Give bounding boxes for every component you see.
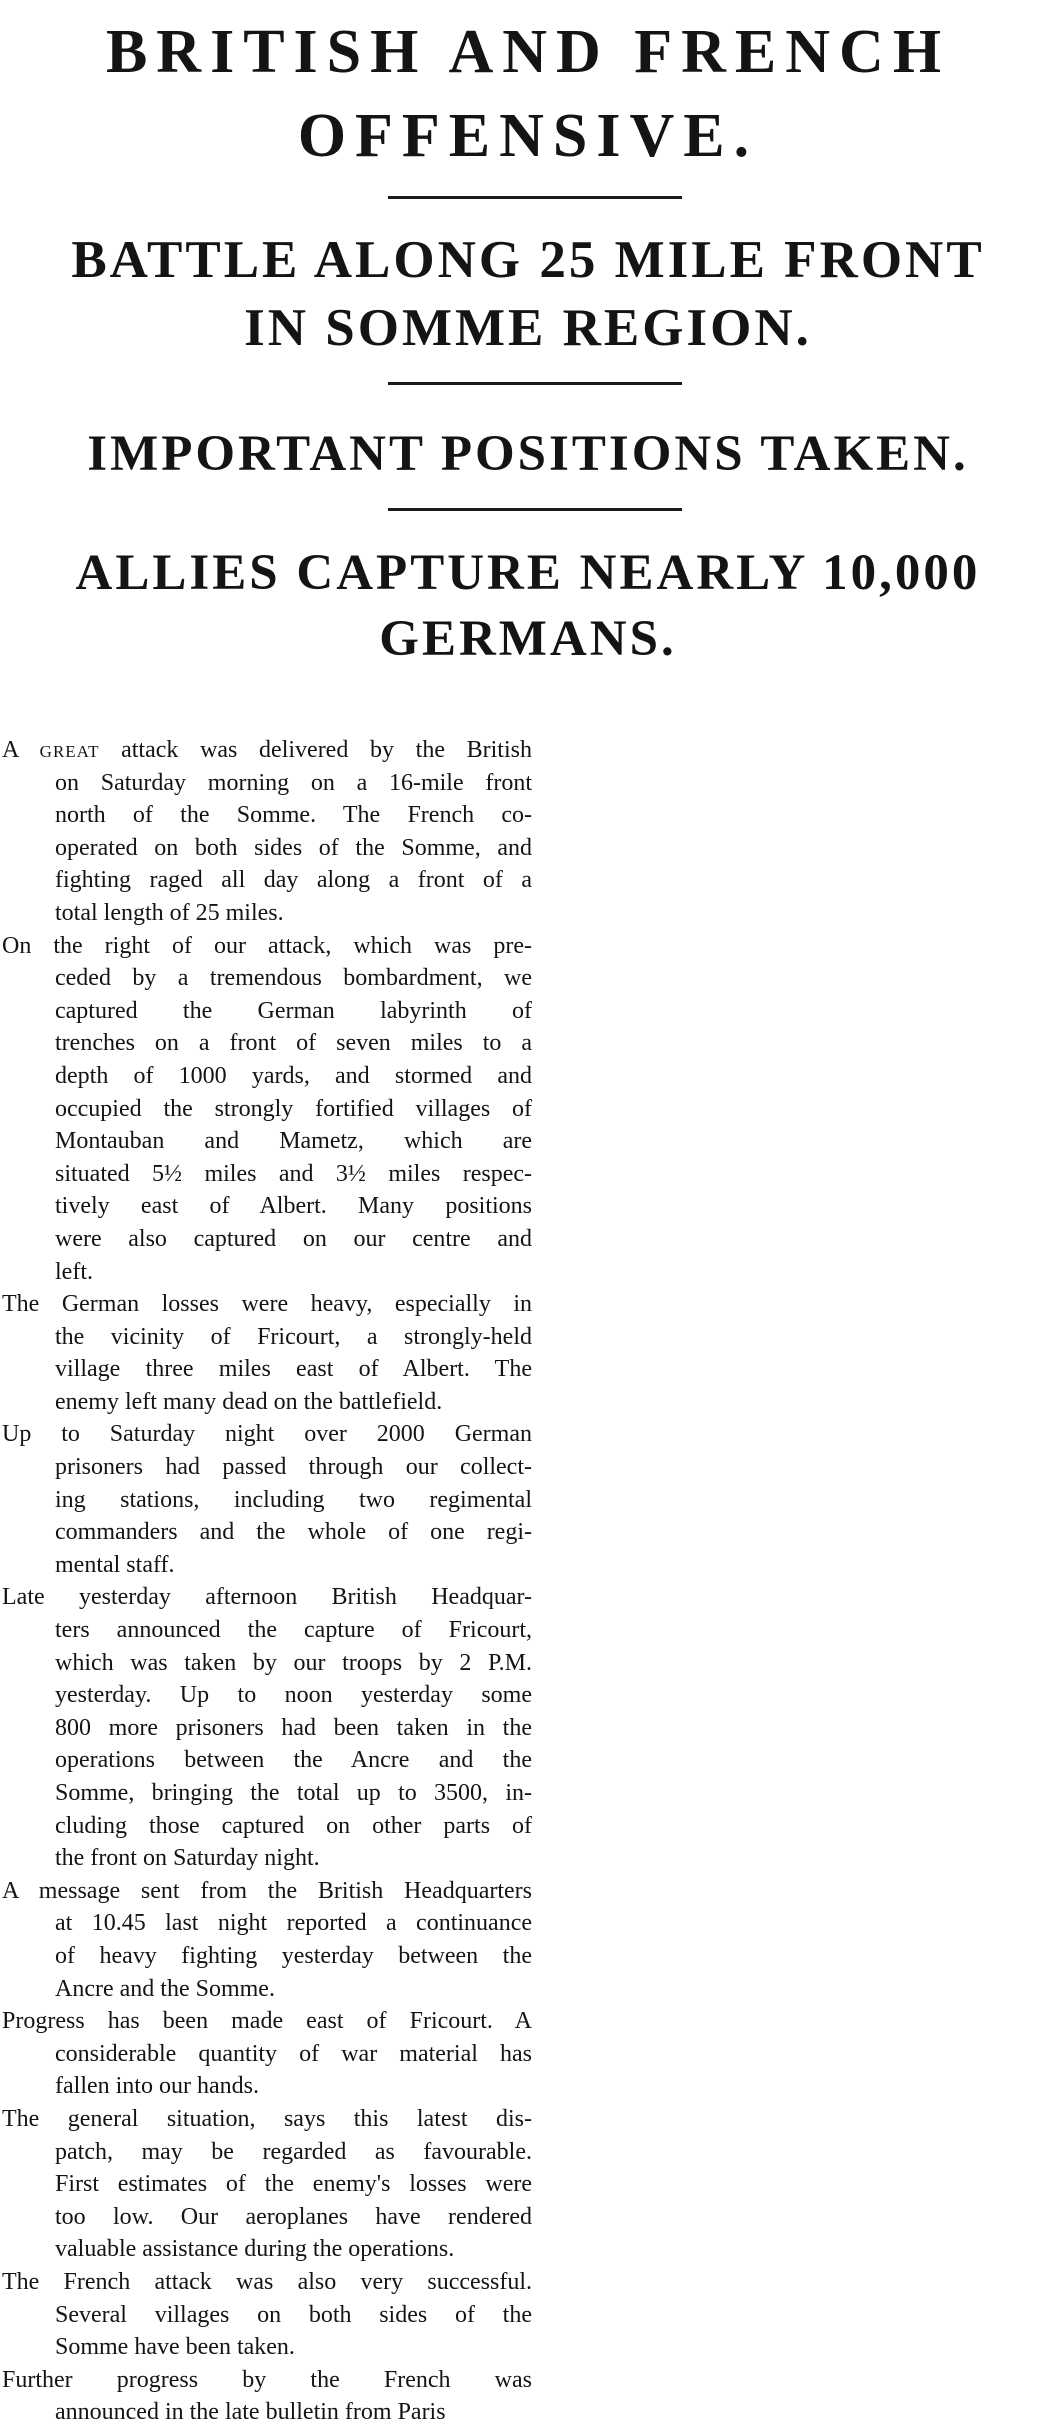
subheadline-battle-line-2: IN SOMME REGION. — [244, 299, 812, 357]
article-line: commanders and the whole of one regi- — [55, 1519, 532, 1546]
article-line: fallen into our hands. — [55, 2073, 259, 2100]
article-line: Progress has been made east of Fricourt. A — [2, 2008, 532, 2035]
article-paragraph — [0, 930, 540, 1289]
article-line: announced in the late bulletin from Paris — [55, 2399, 446, 2426]
article-line: enemy left many dead on the battlefield. — [55, 1388, 443, 1415]
article-paragraph — [0, 1418, 540, 1581]
article-line: Montauban and Mametz, which are — [55, 1128, 532, 1155]
article-line: north of the Somme. The French co- — [55, 802, 532, 829]
subheadline-positions-line-1: IMPORTANT POSITIONS TAKEN. — [87, 426, 969, 482]
article-line: A message sent from the British Headquarters — [2, 1877, 532, 1904]
article-line: ceded by a tremendous bombardment, we — [55, 965, 532, 992]
article-line: patch, may be regarded as favourable. — [55, 2138, 532, 2165]
headline-rule-3 — [388, 508, 682, 511]
article-line: The French attack was also very successful. — [2, 2268, 532, 2295]
article-line: too low. Our aeroplanes have rendered — [55, 2203, 532, 2230]
headline-rule-1 — [388, 196, 682, 199]
article-line: operations between the Ancre and the — [55, 1747, 532, 1774]
article-line: ing stations, including two regimental — [55, 1486, 532, 1513]
subheadline-captures-line-1: ALLIES CAPTURE NEARLY 10,000 — [75, 545, 981, 601]
article-line: situated 5½ miles and 3½ miles respec- — [55, 1160, 532, 1187]
article-line: the vicinity of Fricourt, a strongly-held — [55, 1323, 532, 1350]
subheadline-positions — [0, 420, 1056, 488]
article-line: which was taken by our troops by 2 P.M. — [55, 1649, 532, 1676]
article-paragraph — [0, 1288, 540, 1418]
article-line: On the right of our attack, which was pre- — [2, 932, 532, 959]
article-line: Up to Saturday night over 2000 German — [2, 1421, 532, 1448]
article-line: Somme, bringing the total up to 3500, in- — [55, 1780, 532, 1806]
article-line: village three miles east of Albert. The — [55, 1356, 532, 1383]
article-line: were also captured on our centre and — [55, 1225, 532, 1252]
headline-rule-2 — [388, 382, 682, 385]
article-line: The general situation, says this latest dis- — [2, 2105, 532, 2132]
article-paragraph — [0, 2364, 540, 2429]
article-line: on Saturday morning on a 16-mile front — [55, 769, 532, 796]
article-line: valuable assistance during the operations. — [55, 2236, 455, 2263]
main-headline — [0, 10, 1056, 178]
article-line: tively east of Albert. Many positions — [55, 1193, 532, 1220]
article-line: at 10.45 last night reported a continuance — [55, 1910, 532, 1937]
article-line: First estimates of the enemy's losses were — [55, 2171, 532, 2198]
article-paragraph — [0, 1581, 540, 1874]
article-line: ters announced the capture of Fricourt, — [55, 1617, 532, 1644]
article-line: of heavy fighting yesterday between the — [55, 1942, 532, 1969]
main-headline-line-2: OFFENSIVE. — [297, 102, 759, 170]
article-paragraph — [0, 734, 540, 930]
article-body — [0, 734, 540, 2429]
article-line: fighting raged all day along a front of a — [55, 867, 532, 894]
article-paragraph — [0, 2005, 540, 2103]
article-line: mental staff. — [55, 1551, 175, 1578]
subheadline-captures-line-2: GERMANS. — [379, 611, 677, 667]
article-line: Ancre and the Somme. — [55, 1975, 275, 2002]
subheadline-captures — [0, 540, 1056, 672]
article-paragraph — [0, 1875, 540, 2005]
article-line: A great attack was delivered by the British — [2, 737, 532, 763]
article-line: 800 more prisoners had been taken in the — [55, 1714, 532, 1741]
article-line: prisoners had passed through our collect- — [55, 1454, 532, 1481]
subheadline-battle — [0, 226, 1056, 362]
article-line: trenches on a front of seven miles to a — [55, 1030, 532, 1057]
article-line: operated on both sides of the Somme, and — [55, 834, 532, 861]
article-line: cluding those captured on other parts of — [55, 1812, 532, 1839]
article-line: The German losses were heavy, especially in — [2, 1291, 532, 1318]
subheadline-battle-line-1: BATTLE ALONG 25 MILE FRONT — [71, 231, 985, 289]
article-line: left. — [55, 1258, 93, 1285]
article-line: considerable quantity of war material has — [55, 2040, 532, 2067]
article-line: Several villages on both sides of the — [55, 2301, 532, 2328]
article-line: Somme have been taken. — [55, 2334, 295, 2361]
article-line: yesterday. Up to noon yesterday some — [55, 1682, 532, 1709]
article-line: captured the German labyrinth of — [55, 997, 532, 1024]
article-paragraph — [0, 2266, 540, 2364]
article-paragraph — [0, 2103, 540, 2266]
article-line: total length of 25 miles. — [55, 899, 284, 926]
article-line: occupied the strongly fortified villages of — [55, 1095, 532, 1122]
article-line: Late yesterday afternoon British Headquar- — [2, 1584, 532, 1611]
article-line: Further progress by the French was — [2, 2366, 532, 2393]
article-line: depth of 1000 yards, and stormed and — [55, 1062, 532, 1089]
main-headline-line-1: BRITISH AND FRENCH — [105, 18, 951, 86]
article-line: the front on Saturday night. — [55, 1845, 320, 1872]
